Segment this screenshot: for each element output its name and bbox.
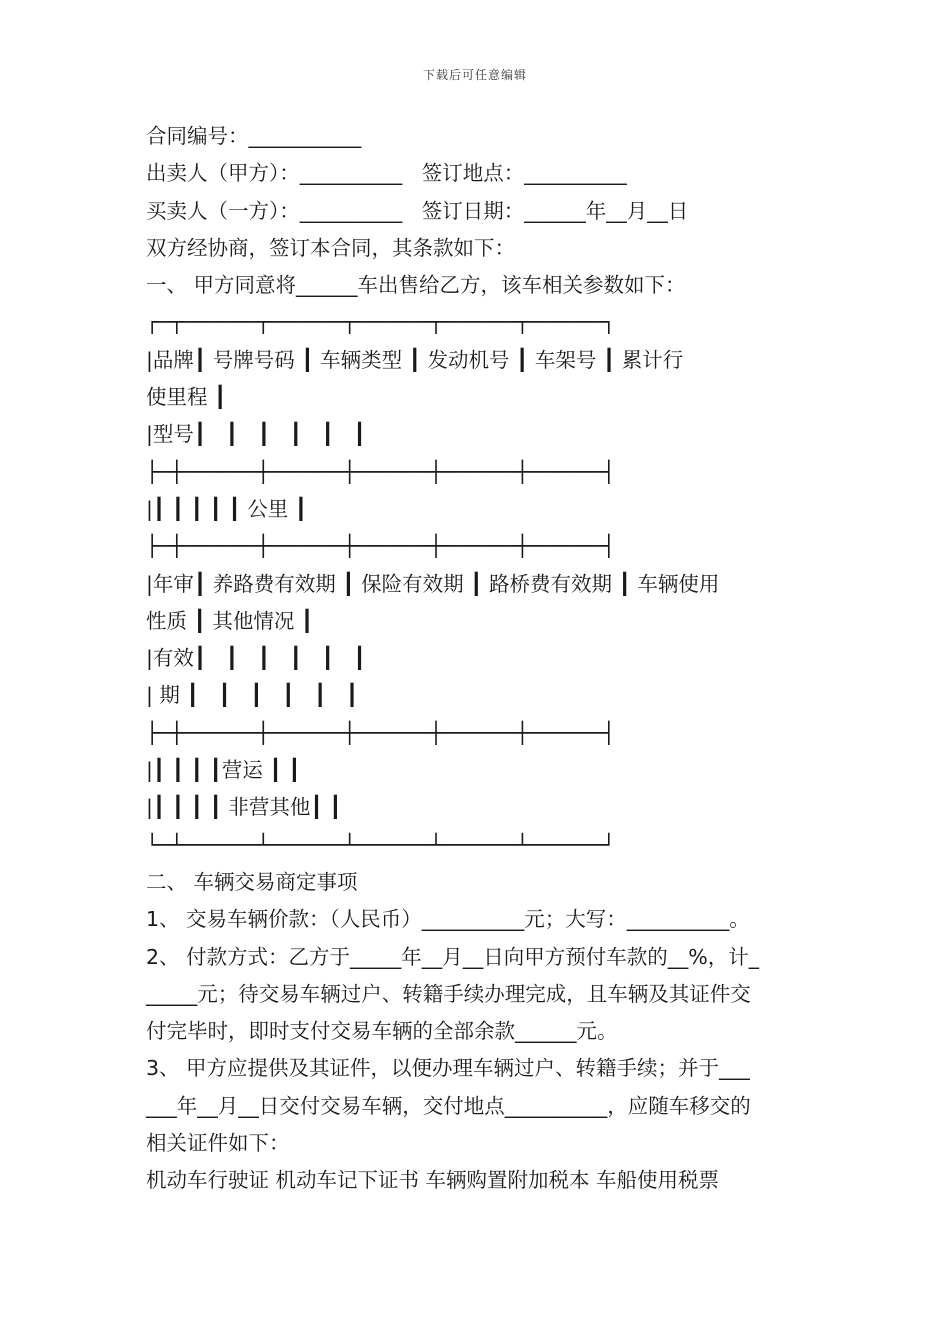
clause-2: 2、 付款方式：乙方于_____年__月__日向甲方预付车款的__%，计_ <box>146 944 760 969</box>
clause-3-cont: 相关证件如下： <box>146 1131 290 1156</box>
table-header-row-validity-wrap: 性质 ┃ 其他情况 ┃ <box>146 608 314 633</box>
intro-line: 双方经协商，签订本合同，其条款如下： <box>146 235 515 260</box>
table-divider: ├─┼──────┼──────┼──────┼──────┼──────┤ <box>146 459 615 484</box>
table-header-row-validity: |年审┃ 养路费有效期 ┃ 保险有效期 ┃ 路桥费有效期 ┃ 车辆使用 <box>146 571 720 596</box>
seller-line: 出卖人（甲方）：__________ 签订地点：__________ <box>146 161 627 186</box>
table-divider: ├─┼──────┼──────┼──────┼──────┼──────┤ <box>146 534 615 559</box>
table-header-row: |品牌┃ 号牌号码 ┃ 车辆类型 ┃ 发动机号 ┃ 车架号 ┃ 累计行 <box>146 347 684 372</box>
table-header-row-wrap: 使里程 ┃ <box>146 385 227 410</box>
table-row-operating: |┃ ┃ ┃ ┃营运 ┃ ┃ <box>146 758 301 783</box>
table-bottom-border: └─┴──────┴──────┴──────┴──────┴──────┘ <box>146 832 615 857</box>
table-divider: ├─┼──────┼──────┼──────┼──────┼──────┤ <box>146 720 615 745</box>
buyer-line: 买卖人（一方）：__________ 签订日期：______年__月__日 <box>146 198 689 223</box>
section-one-heading: 一、 甲方同意将______车出售给乙方，该车相关参数如下： <box>146 273 686 298</box>
table-row-mileage: |┃ ┃ ┃ ┃ ┃ 公里 ┃ <box>146 496 308 521</box>
table-row-period: | 期 ┃ ┃ ┃ ┃ ┃ ┃ <box>146 683 359 708</box>
clause-2-cont: _____元；待交易车辆过户、转籍手续办理完成，且车辆及其证件交 <box>146 981 751 1006</box>
header-note: 下载后可任意编辑 <box>422 68 527 82</box>
table-row-non-operating: |┃ ┃ ┃ ┃ 非营其他┃ ┃ <box>146 795 342 820</box>
contract-number-line: 合同编号：___________ <box>146 124 362 148</box>
contract-body <box>146 118 816 1200</box>
table-top-border: ┌─┬──────┬──────┬──────┬──────┬──────┐ <box>146 310 615 335</box>
table-row-model: |型号┃ ┃ ┃ ┃ ┃ ┃ <box>146 422 366 447</box>
documents-list: 机动车行驶证 机动车记下证书 车辆购置附加税本 车船使用税票 <box>146 1168 720 1193</box>
table-row-valid: |有效┃ ┃ ┃ ┃ ┃ ┃ <box>146 646 366 671</box>
clause-3-cont: ___年__月__日交付交易车辆，交付地点__________，应随车移交的 <box>146 1093 751 1118</box>
section-two-heading: 二、 车辆交易商定事项 <box>146 869 358 894</box>
clause-2-cont: 付完毕时，即时支付交易车辆的全部余款______元。 <box>146 1019 618 1044</box>
clause-1: 1、 交易车辆价款：（人民币）__________元；大写：__________。 <box>146 907 750 932</box>
clause-3: 3、 甲方应提供及其证件，以便办理车辆过户、转籍手续；并于___ <box>146 1056 750 1081</box>
